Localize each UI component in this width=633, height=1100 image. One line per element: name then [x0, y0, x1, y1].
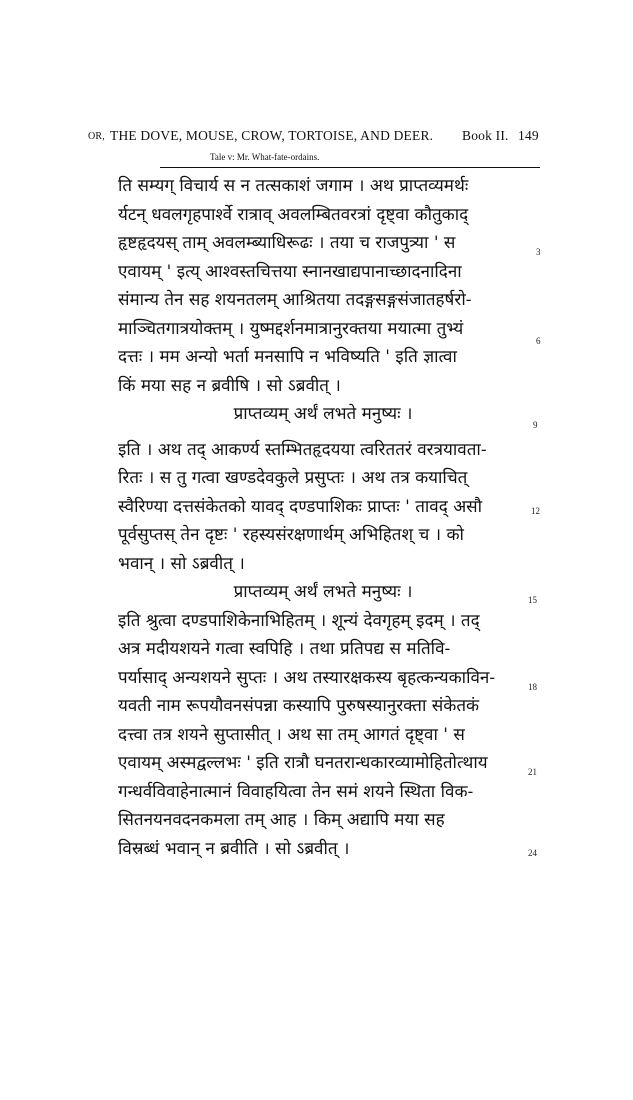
- text-line: दत्त्वा तत्र शयने सुप्तासीत् । अथ सा तम् आगतं दृष्ट्वा ' स: [118, 724, 465, 745]
- text-line: एवायम् ' इत्य् आश्वस्तचित्तया स्नानखाद्यपानाच्छादनादिना: [118, 261, 462, 282]
- text-line: इति श्रुत्वा दण्डपाशिकेनाभिहितम् । शून्यं देवगृहम् इदम् । तद्: [118, 610, 480, 631]
- text-line: ति सम्यग् विचार्य स न तत्सकाशं जगाम । अथ प्राप्तव्यमर्थः: [118, 176, 469, 196]
- line-number: 6: [536, 336, 541, 346]
- text-line: एवायम् अस्मद्वल्लभः ' इति रात्रौ घनतरान्धकारव्यामोहितोत्थाय: [118, 753, 488, 773]
- line-number: 9: [533, 420, 538, 430]
- header-left-fragment: OR,: [88, 131, 105, 142]
- text-line: इति । अथ तद् आकर्ण्य स्तम्भितहृदयया त्वरिततरं वरत्रयावता-: [118, 439, 487, 460]
- text-body: [118, 172, 518, 863]
- text-line: किं मया सह न ब्रवीषि । सो ऽब्रवीत् ।: [118, 375, 341, 396]
- text-line: दत्तः । मम अन्यो भर्ता मनसापि न भविष्यति ' इति ज्ञात्वा: [118, 347, 457, 367]
- verse-line: प्राप्तव्यम् अर्थं लभते मनुष्यः ।: [233, 582, 413, 602]
- text-line: भवान् । सो ऽब्रवीत् ।: [118, 553, 245, 574]
- text-line: अत्र मदीयशयने गत्वा स्वपिहि । तथा प्रतिपद्य स मतिवि-: [118, 639, 451, 659]
- text-line: यवती नाम रूपयौवनसंपन्ना कस्यापि पुरुषस्यानुरक्ता संकेतकं: [118, 696, 480, 716]
- line-number: 3: [536, 247, 541, 257]
- line-number: 21: [528, 767, 537, 777]
- header-title: THE DOVE, MOUSE, CROW, TORTOISE, AND DEER.: [110, 128, 434, 143]
- line-number: 24: [528, 848, 537, 858]
- text-line: संमान्य तेन सह शयनतलम् आश्रितया तदङ्गसङ्गसंजातहर्षरो-: [118, 290, 472, 310]
- page-number: 149: [518, 128, 539, 143]
- text-line: पूर्वसुप्तस् तेन दृष्टः ' रहस्यसंरक्षणार्थम् अभिहितश् च । को: [118, 525, 464, 545]
- line-number: 18: [528, 682, 537, 692]
- line-number: 15: [528, 595, 537, 605]
- text-line: पर्यासाद् अन्यशयने सुप्तः । अथ तस्यारक्षकस्य बृहत्कन्यकाविन-: [118, 667, 496, 688]
- text-line: सितनयनवदनकमला तम् आह । किम् अद्यापि मया सह: [118, 810, 445, 830]
- verse-line: प्राप्तव्यम् अर्थं लभते मनुष्यः ।: [233, 404, 413, 424]
- line-number: 12: [531, 506, 540, 516]
- text-line: माञ्चितगात्रयोक्तम् । युष्मद्दर्शनमात्रानुरक्तया मयात्मा तुभ्यं: [118, 318, 464, 339]
- text-line: विस्रब्धं भवान् न ब्रवीति । सो ऽब्रवीत् ।: [118, 838, 350, 859]
- text-line: हृष्टहृदयस् ताम् अवलम्ब्याधिरूढः । तया च राजपुत्र्या ' स: [118, 233, 456, 253]
- header-book: Book II.: [462, 128, 509, 143]
- text-line: रितः । स तु गत्वा खण्डदेवकुले प्रसुप्तः । अथ तत्र कयाचित्: [118, 468, 468, 488]
- tale-subheader: Tale v: Mr. What-fate-ordains.: [210, 152, 320, 162]
- header-rule: [160, 167, 540, 168]
- running-header: [88, 128, 558, 150]
- text-line: गन्धर्वविवाहेनात्मानं विवाहयित्वा तेन समं शयने स्थिता विक-: [118, 781, 474, 802]
- text-line: स्वैरिण्या दत्तसंकेतको यावद् दण्डपाशिकः प्राप्तः ' तावद् असौ: [118, 496, 483, 517]
- text-line: र्यटन् धवलगृहपार्श्वे रात्राव् अवलम्बितवरत्रां दृष्ट्वा कौतुकाद्: [118, 204, 469, 225]
